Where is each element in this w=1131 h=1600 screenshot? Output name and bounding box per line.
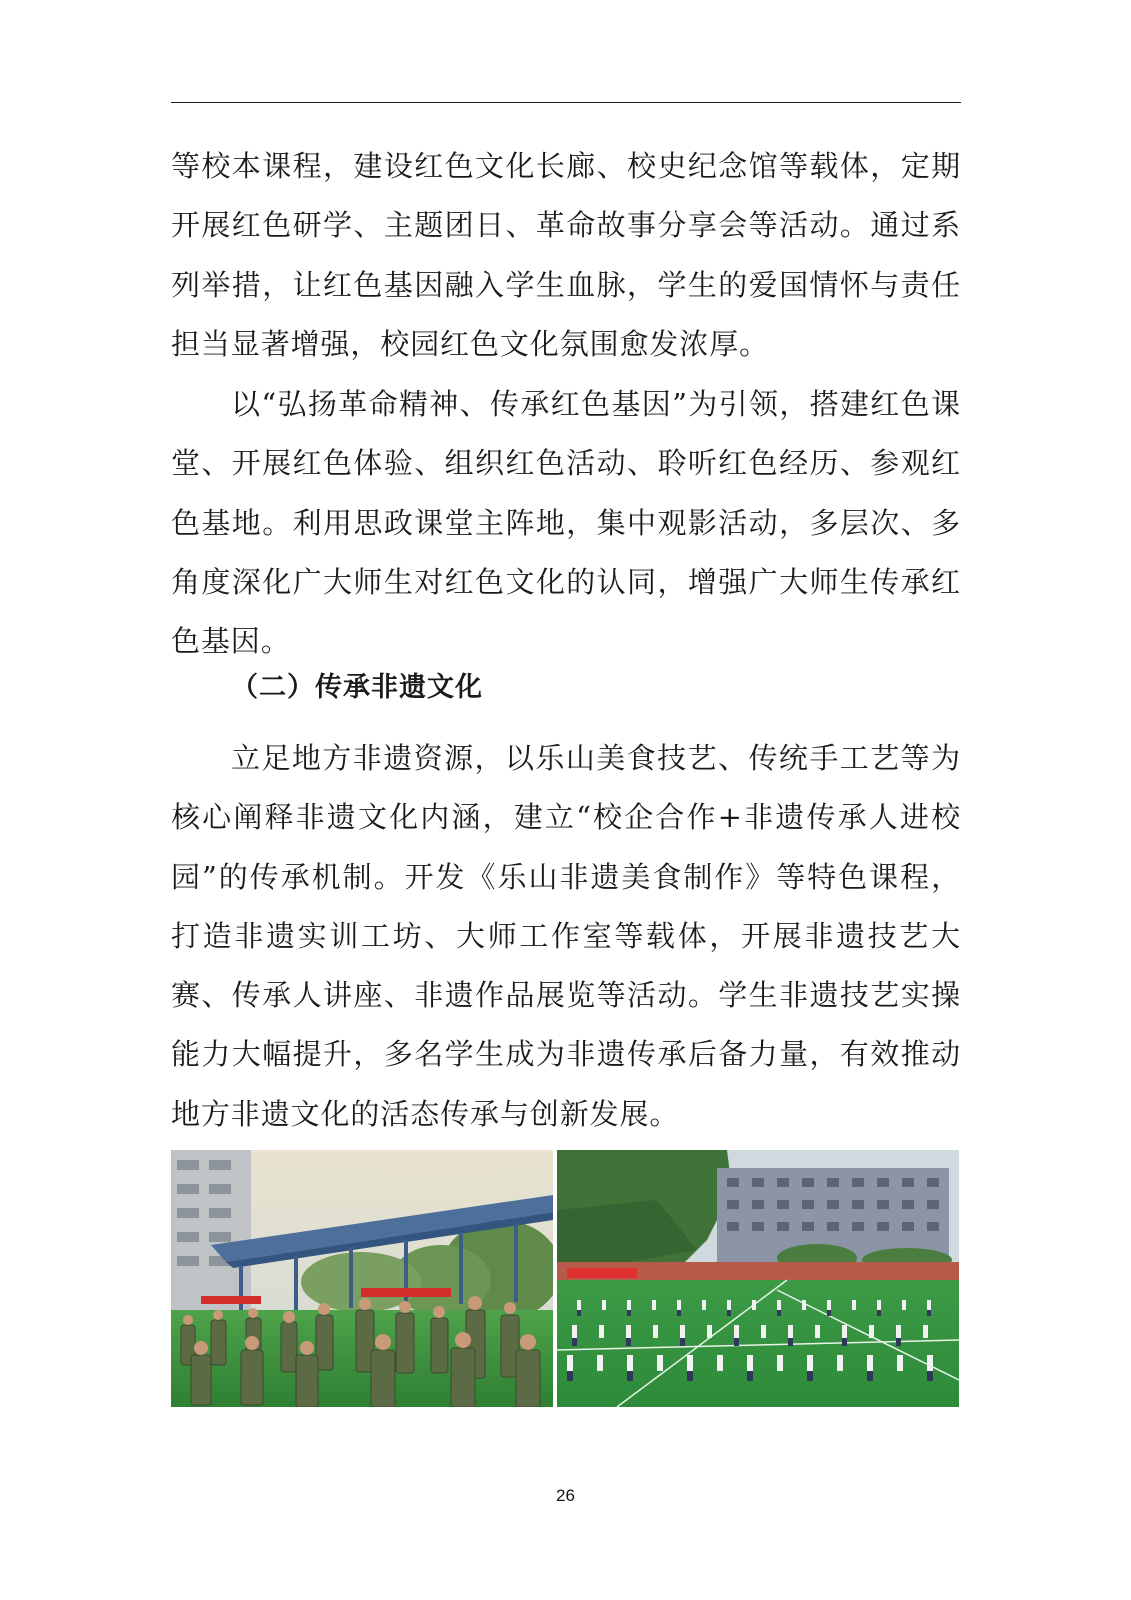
body-paragraph-1: 等校本课程，建设红色文化长廊、校史纪念馆等载体，定期开展红色研学、主题团日、革命故事分享会等活动。通过系列举措，让红色基因融入学生血脉，学生的爱国情怀与责任担当显著增强，校园红色文化氛围愈发浓厚。 [171,149,961,361]
page-number: 26 [556,1486,575,1505]
body-paragraph-3: 立足地方非遗资源，以乐山美食技艺、传统手工艺等为核心阐释非遗文化内涵，建立“校企合作+非遗传承人进校园”的传承机制。开发《乐山非遗美食制作》等特色课程，打造非遗实训工坊、大师工作室等载体，开展非遗技艺大赛、传承人讲座、非遗作品展览等活动。学生非遗技艺实操能力大幅提升，多名学生成为非遗传承后备力量，有效推动地方非遗文化的活态传承与创新发展。 [171,741,961,1131]
photo-group-exercise [557,1150,959,1407]
body-paragraph-2: 以“弘扬革命精神、传承红色基因”为引领，搭建红色课堂、开展红色体验、组织红色活动、聆听红色经历、参观红色基地。利用思政课堂主阵地，集中观影活动，多层次、多角度深化广大师生对红色文化的认同，增强广大师生传承红色基因。 [171,387,961,659]
photo-martial-arts-practice [171,1150,553,1407]
header-rule [171,102,961,103]
section-heading: （二）传承非遗文化 [231,672,483,703]
